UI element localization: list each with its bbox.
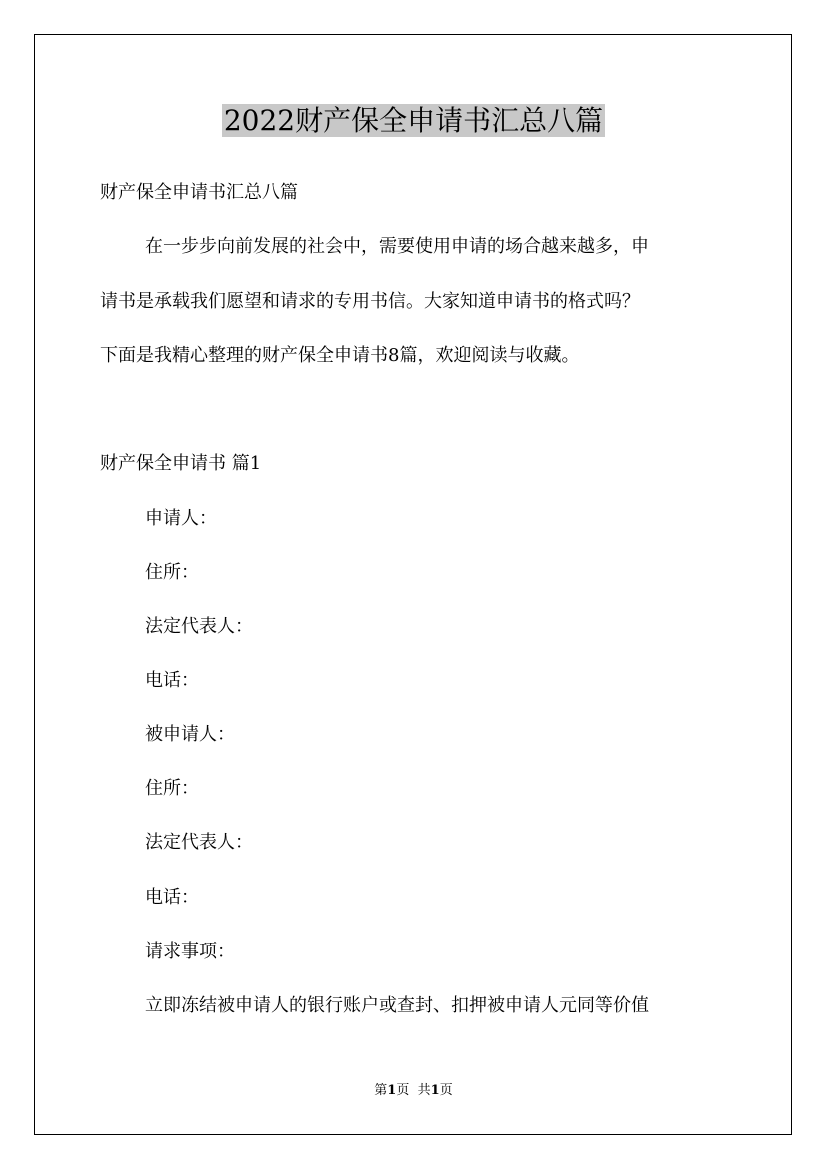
section-heading: 财产保全申请书 篇1	[100, 453, 262, 474]
field-applicant-legal-rep: 法定代表人：	[145, 616, 253, 637]
field-applicant-address: 住所：	[145, 562, 199, 583]
page-number: 1	[387, 1083, 397, 1098]
document-subtitle: 财产保全申请书汇总八篇	[100, 182, 298, 203]
total-pages: 1	[430, 1083, 440, 1098]
field-applicant-phone: 电话：	[145, 670, 199, 691]
total-prefix: 共	[417, 1083, 431, 1098]
page-footer	[0, 1082, 827, 1100]
document-title	[0, 100, 827, 142]
field-respondent: 被申请人：	[145, 724, 235, 745]
page-suffix: 页	[396, 1083, 410, 1098]
field-applicant: 申请人：	[145, 508, 217, 529]
field-respondent-legal-rep: 法定代表人：	[145, 832, 253, 853]
intro-line-1: 在一步步向前发展的社会中，需要使用申请的场合越来越多，申	[145, 236, 649, 257]
intro-line-2: 请书是承载我们愿望和请求的专用书信。大家知道申请书的格式吗？	[100, 291, 640, 312]
field-request-items: 请求事项：	[145, 941, 235, 962]
field-respondent-phone: 电话：	[145, 887, 199, 908]
intro-line-3: 下面是我精心整理的财产保全申请书8篇，欢迎阅读与收藏。	[100, 345, 580, 366]
field-respondent-address: 住所：	[145, 778, 199, 799]
total-suffix: 页	[439, 1083, 453, 1098]
document-title-text: 2022财产保全申请书汇总八篇	[223, 104, 604, 137]
page-prefix: 第	[374, 1083, 388, 1098]
request-body-line: 立即冻结被申请人的银行账户或查封、扣押被申请人元同等价值	[145, 995, 649, 1016]
